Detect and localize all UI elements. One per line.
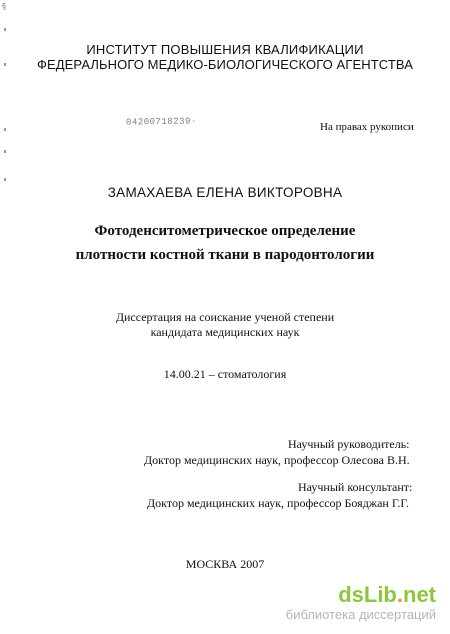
institution-line-2: ФЕДЕРАЛЬНОГО МЕДИКО-БИОЛОГИЧЕСКОГО АГЕНТСТВА [37,57,413,72]
scan-edge-mark [4,28,6,31]
consultant-label: Научный консультант: [298,480,413,494]
library-stamp-number: 04200718239- [125,116,197,128]
degree-line-1: Диссертация на соискание ученой степени [115,310,335,324]
scan-margin-mark: § [2,2,6,11]
consultant-name: Доктор медицинских наук, профессор Бояджан Г.Г. [147,496,410,510]
degree-line-2: кандидата медицинских наук [150,325,300,339]
city-year: МОСКВА 2007 [185,557,265,571]
supervisor-name: Доктор медицинских наук, профессор Олесова В.Н. [144,453,410,467]
scan-edge-mark [4,178,6,181]
supervisor-label: Научный руководитель: [288,437,410,451]
rights-notice: На правах рукописи [320,121,414,133]
specialty-code: 14.00.21 – стоматология [163,367,287,381]
dslib-watermark[interactable] [286,583,436,623]
dslib-logo: dsLib.net [338,582,436,607]
author-name: ЗАМАХАЕВА ЕЛЕНА ВИКТОРОВНА [107,185,343,200]
scan-edge-mark [4,150,6,153]
institution-line-1: ИНСТИТУТ ПОВЫШЕНИЯ КВАЛИФИКАЦИИ [86,42,364,57]
scan-edge-mark [4,128,6,131]
dissertation-title-line-1: Фотоденситометрическое определение [94,223,356,239]
dslib-subtitle: библиотека диссертаций [285,607,436,622]
dissertation-title-line-2: плотности костной ткани в пародонтологии [75,247,375,263]
